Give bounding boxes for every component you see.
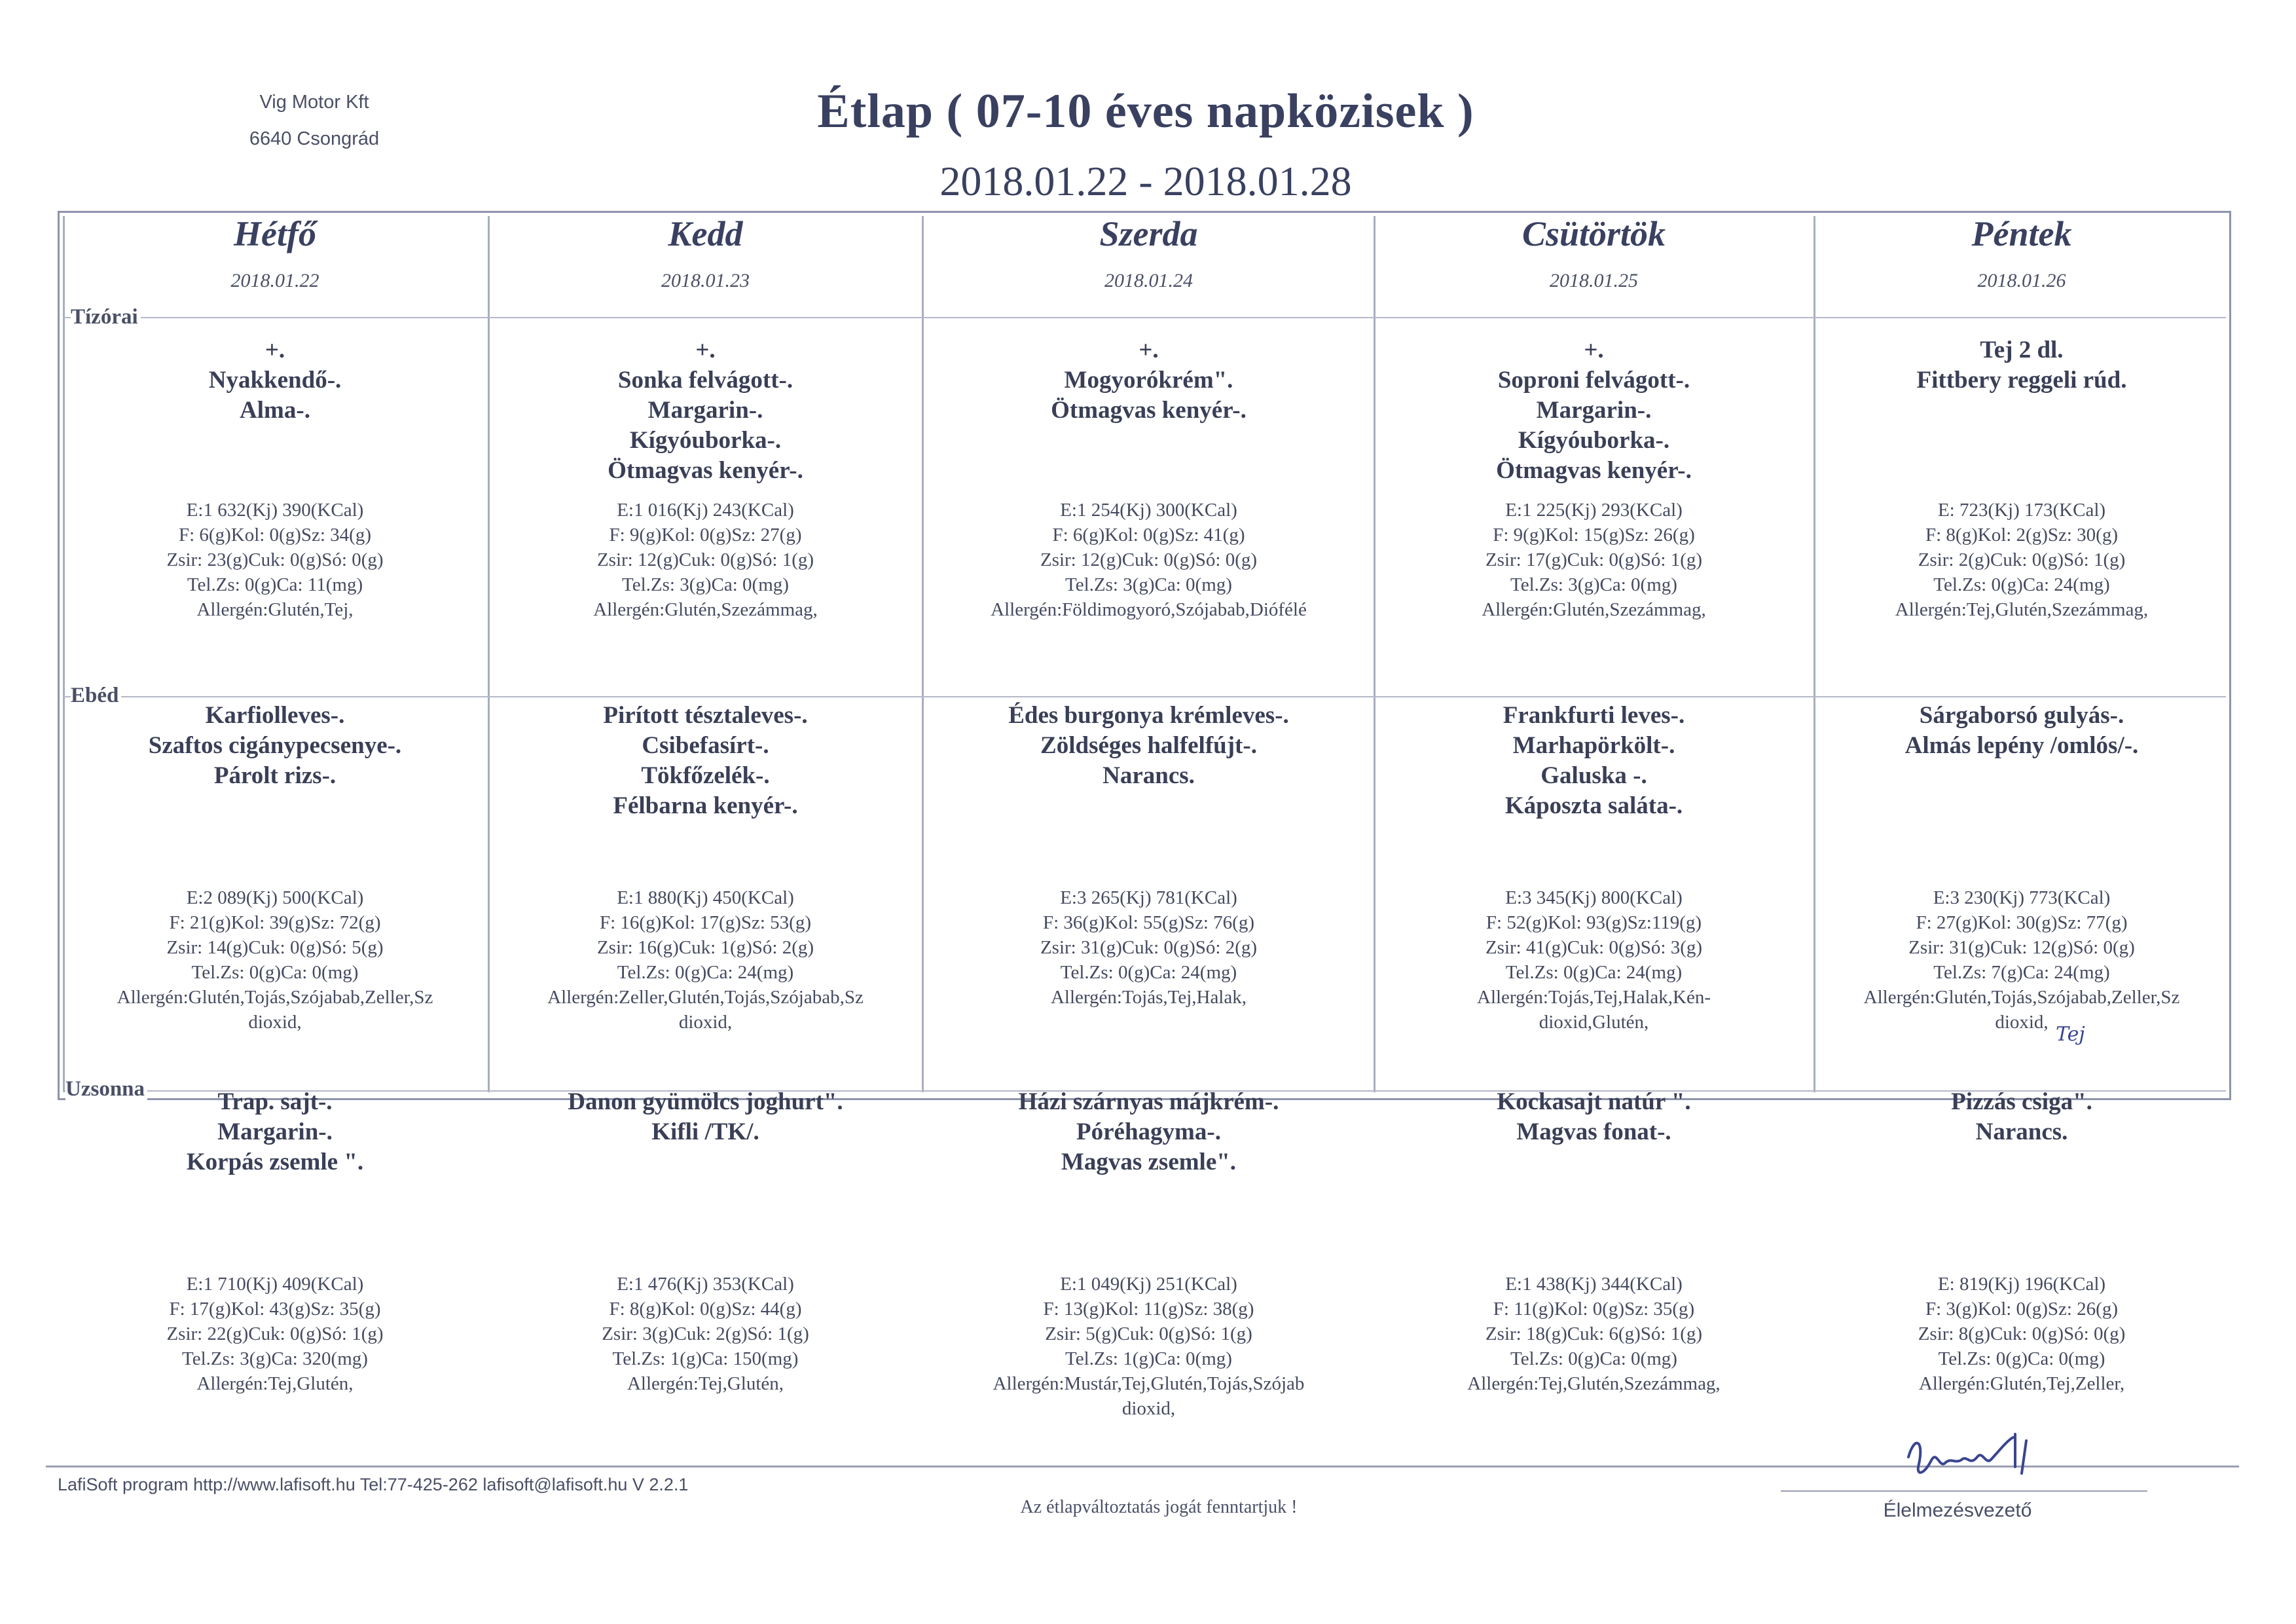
nutrition-line: Zsir: 18(g)Cuk: 6(g)Só: 1(g) bbox=[1485, 1323, 1703, 1344]
dish-item: Magvas zsemle". bbox=[1061, 1149, 1237, 1175]
nutrition-info bbox=[1376, 1272, 1812, 1396]
signature-role: Élelmezésvezető bbox=[1883, 1500, 2032, 1521]
nutrition-line: dioxid, bbox=[248, 1012, 302, 1033]
nutrition-line: dioxid,Glutén, bbox=[1539, 1012, 1649, 1033]
nutrition-info bbox=[65, 1272, 484, 1396]
header-divider bbox=[63, 317, 2226, 318]
nutrition-line: F: 52(g)Kol: 93(g)Sz:119(g) bbox=[1485, 912, 1702, 933]
nutrition-line: Tel.Zs: 0(g)Ca: 24(mg) bbox=[1060, 962, 1237, 983]
nutrition-line: dioxid, bbox=[678, 1012, 733, 1033]
nutrition-line: Zsir: 31(g)Cuk: 12(g)Só: 0(g) bbox=[1908, 937, 2135, 958]
menu-cell-tizorai bbox=[1376, 335, 1812, 486]
nutrition-line: E:1 880(Kj) 450(KCal) bbox=[617, 887, 794, 908]
nutrition-line: E: 819(Kj) 196(KCal) bbox=[1937, 1274, 2106, 1295]
nutrition-line: Zsir: 22(g)Cuk: 0(g)Só: 1(g) bbox=[166, 1323, 384, 1344]
dish-item: Mogyorókrém". bbox=[1064, 367, 1233, 394]
nutrition-line: F: 6(g)Kol: 0(g)Sz: 41(g) bbox=[1052, 525, 1245, 545]
nutrition-line: Allergén:Glutén,Tojás,Szójabab,Zeller,Sz bbox=[117, 987, 433, 1008]
menu-cell-ebed bbox=[491, 701, 920, 821]
nutrition-line: Allergén:Glutén,Szezámmag, bbox=[1482, 599, 1706, 620]
nutrition-line: Allergén:Tej,Glutén,Szezámmag, bbox=[1895, 599, 2149, 620]
dish-item: Alma-. bbox=[240, 397, 310, 424]
nutrition-line: Tel.Zs: 0(g)Ca: 11(mg) bbox=[187, 574, 363, 595]
dish-item: Félbarna kenyér-. bbox=[613, 792, 798, 819]
dish-item: Pirított tésztaleves-. bbox=[603, 702, 808, 729]
dish-item: Kifli /TK/. bbox=[651, 1118, 759, 1145]
nutrition-line: E:1 438(Kj) 344(KCal) bbox=[1505, 1274, 1683, 1295]
dish-item: Ötmagvas kenyér-. bbox=[608, 457, 803, 484]
nutrition-line: F: 13(g)Kol: 11(g)Sz: 38(g) bbox=[1043, 1299, 1254, 1320]
menu-cell-uzsonna bbox=[491, 1087, 920, 1147]
page-title: Étlap ( 07-10 éves napközisek ) bbox=[817, 84, 1474, 138]
day-name: Péntek bbox=[1971, 214, 2072, 253]
nutrition-line: F: 6(g)Kol: 0(g)Sz: 34(g) bbox=[179, 525, 371, 545]
dish-item: Margarin-. bbox=[217, 1118, 333, 1145]
nutrition-line: F: 8(g)Kol: 2(g)Sz: 30(g) bbox=[1925, 525, 2118, 545]
menu-cell-tizorai bbox=[65, 335, 484, 426]
nutrition-info bbox=[491, 1272, 920, 1396]
dish-item: Nyakkendő-. bbox=[208, 367, 342, 394]
day-date: 2018.01.24 bbox=[1104, 270, 1193, 291]
nutrition-line: E:1 710(Kj) 409(KCal) bbox=[186, 1274, 364, 1295]
nutrition-line: F: 27(g)Kol: 30(g)Sz: 77(g) bbox=[1916, 912, 2128, 933]
dish-item: Tej 2 dl. bbox=[1980, 337, 2064, 363]
column-divider bbox=[1813, 216, 1815, 1092]
nutrition-line: Tel.Zs: 0(g)Ca: 24(mg) bbox=[1505, 962, 1683, 983]
nutrition-line: Tel.Zs: 1(g)Ca: 0(mg) bbox=[1065, 1348, 1232, 1369]
nutrition-line: Zsir: 5(g)Cuk: 0(g)Só: 1(g) bbox=[1045, 1323, 1252, 1344]
nutrition-line: E:1 632(Kj) 390(KCal) bbox=[186, 500, 364, 521]
dish-item: Kígyóuborka-. bbox=[1518, 427, 1670, 454]
nutrition-line: Zsir: 41(g)Cuk: 0(g)Só: 3(g) bbox=[1485, 937, 1703, 958]
signature-icon bbox=[1899, 1428, 2095, 1500]
nutrition-info bbox=[1376, 498, 1812, 622]
dish-item: Káposzta saláta-. bbox=[1504, 792, 1683, 819]
menu-cell-ebed bbox=[1816, 701, 2227, 761]
dish-item: Karfiolleves-. bbox=[205, 702, 345, 729]
nutrition-line: Tel.Zs: 0(g)Ca: 0(mg) bbox=[1510, 1348, 1677, 1369]
nutrition-line: Tel.Zs: 0(g)Ca: 24(mg) bbox=[1933, 574, 2110, 595]
meal-label-uzsonna: Uzsonna bbox=[65, 1077, 147, 1101]
company-block bbox=[196, 84, 432, 157]
signature-line bbox=[1781, 1490, 2147, 1492]
nutrition-line: E:3 345(Kj) 800(KCal) bbox=[1505, 887, 1683, 908]
nutrition-line: Tel.Zs: 1(g)Ca: 150(mg) bbox=[612, 1348, 799, 1369]
nutrition-line: Zsir: 17(g)Cuk: 0(g)Só: 1(g) bbox=[1485, 549, 1703, 570]
nutrition-line: Allergén:Mustár,Tej,Glutén,Tojás,Szójab bbox=[993, 1373, 1305, 1394]
dish-item: Margarin-. bbox=[647, 397, 763, 424]
day-date: 2018.01.23 bbox=[661, 270, 750, 291]
dish-item: +. bbox=[1584, 337, 1604, 363]
dish-item: Marhapörkölt-. bbox=[1512, 732, 1675, 759]
menu-cell-uzsonna bbox=[65, 1087, 484, 1177]
day-name: Szerda bbox=[1099, 214, 1198, 253]
nutrition-info bbox=[65, 498, 484, 622]
dish-item: Tökfőzelék-. bbox=[641, 762, 770, 789]
nutrition-line: Allergén:Zeller,Glutén,Tojás,Szójabab,Sz bbox=[547, 987, 864, 1008]
nutrition-line: F: 8(g)Kol: 0(g)Sz: 44(g) bbox=[609, 1299, 802, 1320]
nutrition-info bbox=[1376, 885, 1812, 1035]
nutrition-info bbox=[924, 498, 1373, 622]
menu-cell-ebed bbox=[65, 701, 484, 791]
nutrition-info bbox=[65, 885, 484, 1035]
dish-item: Párolt rizs-. bbox=[213, 762, 337, 789]
dish-item: Sonka felvágott-. bbox=[617, 367, 793, 394]
nutrition-line: F: 9(g)Kol: 15(g)Sz: 26(g) bbox=[1493, 525, 1695, 545]
day-date: 2018.01.25 bbox=[1550, 270, 1638, 291]
nutrition-line: Zsir: 16(g)Cuk: 1(g)Só: 2(g) bbox=[596, 937, 814, 958]
nutrition-line: Allergén:Tojás,Tej,Halak, bbox=[1050, 987, 1247, 1008]
company-address: 6640 Csongrád bbox=[249, 128, 380, 149]
nutrition-line: F: 11(g)Kol: 0(g)Sz: 35(g) bbox=[1493, 1299, 1695, 1320]
nutrition-line: E:1 225(Kj) 293(KCal) bbox=[1505, 500, 1683, 521]
nutrition-line: Allergén:Glutén,Tojás,Szójabab,Zeller,Sz bbox=[1863, 987, 2180, 1008]
dish-item: +. bbox=[264, 337, 285, 363]
nutrition-info bbox=[924, 1272, 1373, 1421]
nutrition-line: Allergén:Glutén,Tej, bbox=[196, 599, 354, 620]
nutrition-line: Tel.Zs: 0(g)Ca: 0(mg) bbox=[191, 962, 359, 983]
nutrition-line: E:3 265(Kj) 781(KCal) bbox=[1060, 887, 1237, 908]
dish-item: Kockasajt natúr ". bbox=[1497, 1088, 1691, 1115]
nutrition-line: Zsir: 12(g)Cuk: 0(g)Só: 1(g) bbox=[596, 549, 814, 570]
menu-cell-ebed bbox=[924, 701, 1373, 791]
nutrition-line: Zsir: 2(g)Cuk: 0(g)Só: 1(g) bbox=[1918, 549, 2126, 570]
nutrition-line: dioxid, bbox=[1995, 1012, 2049, 1033]
nutrition-line: Allergén:Glutén,Tej,Zeller, bbox=[1918, 1373, 2125, 1394]
meal-label-ebed: Ebéd bbox=[71, 684, 121, 708]
nutrition-line: Tel.Zs: 0(g)Ca: 0(mg) bbox=[1938, 1348, 2105, 1369]
menu-cell-uzsonna bbox=[1376, 1087, 1812, 1147]
dish-item: Narancs. bbox=[1975, 1118, 2068, 1145]
nutrition-line: Allergén:Tej,Glutén,Szezámmag, bbox=[1467, 1373, 1721, 1394]
dish-item: Margarin-. bbox=[1536, 397, 1652, 424]
dish-item: Magvas fonat-. bbox=[1516, 1118, 1671, 1145]
nutrition-line: dioxid, bbox=[1121, 1398, 1176, 1419]
dish-item: Fittbery reggeli rúd. bbox=[1916, 367, 2127, 394]
nutrition-line: Tel.Zs: 7(g)Ca: 24(mg) bbox=[1933, 962, 2110, 983]
dish-item: Csibefasírt-. bbox=[642, 732, 769, 759]
dish-item: Galuska -. bbox=[1540, 762, 1647, 789]
day-date: 2018.01.22 bbox=[230, 270, 319, 291]
nutrition-line: F: 16(g)Kol: 17(g)Sz: 53(g) bbox=[600, 912, 811, 933]
dish-item: Almás lepény /omlós/-. bbox=[1904, 732, 2139, 759]
dish-item: Korpás zsemle ". bbox=[186, 1149, 364, 1175]
nutrition-line: F: 36(g)Kol: 55(g)Sz: 76(g) bbox=[1043, 912, 1254, 933]
dish-item: +. bbox=[695, 337, 716, 363]
dish-item: Zöldséges halfelfújt-. bbox=[1040, 732, 1257, 759]
menu-cell-ebed bbox=[1376, 701, 1812, 821]
row-divider bbox=[63, 696, 2226, 697]
day-name: Hétfő bbox=[234, 214, 316, 253]
nutrition-line: Tel.Zs: 3(g)Ca: 0(mg) bbox=[1065, 574, 1232, 595]
nutrition-line: F: 9(g)Kol: 0(g)Sz: 27(g) bbox=[609, 525, 802, 545]
dish-item: Narancs. bbox=[1102, 762, 1195, 789]
nutrition-line: E:3 230(Kj) 773(KCal) bbox=[1933, 887, 2111, 908]
day-name: Csütörtök bbox=[1522, 214, 1666, 253]
menu-cell-tizorai bbox=[491, 335, 920, 486]
nutrition-info bbox=[1816, 498, 2227, 622]
nutrition-line: E: 723(Kj) 173(KCal) bbox=[1937, 500, 2106, 521]
dish-item: +. bbox=[1139, 337, 1159, 363]
nutrition-line: Zsir: 8(g)Cuk: 0(g)Só: 0(g) bbox=[1918, 1323, 2126, 1344]
menu-cell-tizorai bbox=[1816, 335, 2227, 396]
column-divider bbox=[63, 216, 65, 1092]
nutrition-line: Allergén:Tej,Glutén, bbox=[196, 1373, 354, 1394]
nutrition-line: F: 17(g)Kol: 43(g)Sz: 35(g) bbox=[169, 1299, 381, 1320]
menu-cell-uzsonna bbox=[1816, 1087, 2227, 1147]
column-divider bbox=[1374, 216, 1376, 1092]
nutrition-line: E:2 089(Kj) 500(KCal) bbox=[186, 887, 364, 908]
nutrition-line: Tel.Zs: 3(g)Ca: 0(mg) bbox=[622, 574, 789, 595]
dish-item: Ötmagvas kenyér-. bbox=[1496, 457, 1692, 484]
company-name: Vig Motor Kft bbox=[259, 92, 369, 113]
dish-item: Trap. sajt-. bbox=[217, 1088, 333, 1115]
nutrition-info bbox=[924, 885, 1373, 1010]
nutrition-line: Tel.Zs: 0(g)Ca: 24(mg) bbox=[617, 962, 794, 983]
nutrition-line: E:1 476(Kj) 353(KCal) bbox=[617, 1274, 794, 1295]
menu-cell-tizorai bbox=[924, 335, 1373, 426]
day-name: Kedd bbox=[668, 214, 743, 253]
meal-label-tizorai: Tízórai bbox=[71, 305, 141, 329]
dish-item: Házi szárnyas májkrém-. bbox=[1018, 1088, 1279, 1115]
nutrition-line: E:1 049(Kj) 251(KCal) bbox=[1060, 1274, 1237, 1295]
nutrition-line: Allergén:Földimogyoró,Szójabab,Diófélé bbox=[991, 599, 1307, 620]
dish-item: Póréhagyma-. bbox=[1076, 1118, 1221, 1145]
dish-item: Danon gyümölcs joghurt". bbox=[568, 1088, 843, 1115]
dish-item: Soproni felvágott-. bbox=[1497, 367, 1690, 394]
nutrition-line: Allergén:Tojás,Tej,Halak,Kén- bbox=[1477, 987, 1711, 1008]
dish-item: Kígyóuborka-. bbox=[629, 427, 782, 454]
change-notice: Az étlapváltoztatás jogát fenntartjuk ! bbox=[1020, 1497, 1298, 1517]
day-date: 2018.01.26 bbox=[1977, 270, 2066, 291]
dish-item: Sárgaborsó gulyás-. bbox=[1919, 702, 2124, 729]
program-info: LafiSoft program http://www.lafisoft.hu Tel:77-425-262 lafisoft@lafisoft.hu V 2.2.1 bbox=[58, 1475, 689, 1494]
nutrition-line: Tel.Zs: 3(g)Ca: 320(mg) bbox=[182, 1348, 368, 1369]
nutrition-line: F: 21(g)Kol: 39(g)Sz: 72(g) bbox=[169, 912, 381, 933]
nutrition-info bbox=[1816, 1272, 2227, 1396]
dish-item: Frankfurti leves-. bbox=[1503, 702, 1685, 729]
nutrition-info bbox=[491, 885, 920, 1035]
nutrition-line: Zsir: 12(g)Cuk: 0(g)Só: 0(g) bbox=[1040, 549, 1258, 570]
column-divider bbox=[488, 216, 490, 1092]
nutrition-line: Zsir: 14(g)Cuk: 0(g)Só: 5(g) bbox=[166, 937, 384, 958]
nutrition-line: Zsir: 31(g)Cuk: 0(g)Só: 2(g) bbox=[1040, 937, 1258, 958]
nutrition-line: Allergén:Tej,Glutén, bbox=[627, 1373, 784, 1394]
nutrition-info bbox=[1816, 885, 2227, 1035]
dish-item: Szaftos cigánypecsenye-. bbox=[148, 732, 402, 759]
nutrition-line: Zsir: 3(g)Cuk: 2(g)Só: 1(g) bbox=[602, 1323, 809, 1344]
dish-item: Édes burgonya krémleves-. bbox=[1008, 702, 1289, 729]
dish-item: Ötmagvas kenyér-. bbox=[1051, 397, 1247, 424]
nutrition-info bbox=[491, 498, 920, 622]
nutrition-line: Zsir: 23(g)Cuk: 0(g)Só: 0(g) bbox=[166, 549, 384, 570]
date-range: 2018.01.22 - 2018.01.28 bbox=[939, 158, 1352, 204]
nutrition-line: E:1 254(Kj) 300(KCal) bbox=[1060, 500, 1237, 521]
handwritten-note: Tej bbox=[2056, 1023, 2085, 1046]
menu-cell-uzsonna bbox=[924, 1087, 1373, 1177]
nutrition-line: Tel.Zs: 3(g)Ca: 0(mg) bbox=[1510, 574, 1677, 595]
nutrition-line: F: 3(g)Kol: 0(g)Sz: 26(g) bbox=[1925, 1299, 2118, 1320]
dish-item: Pizzás csiga". bbox=[1951, 1088, 2092, 1115]
nutrition-line: E:1 016(Kj) 243(KCal) bbox=[617, 500, 794, 521]
nutrition-line: Allergén:Glutén,Szezámmag, bbox=[593, 599, 818, 620]
column-divider bbox=[922, 216, 924, 1092]
